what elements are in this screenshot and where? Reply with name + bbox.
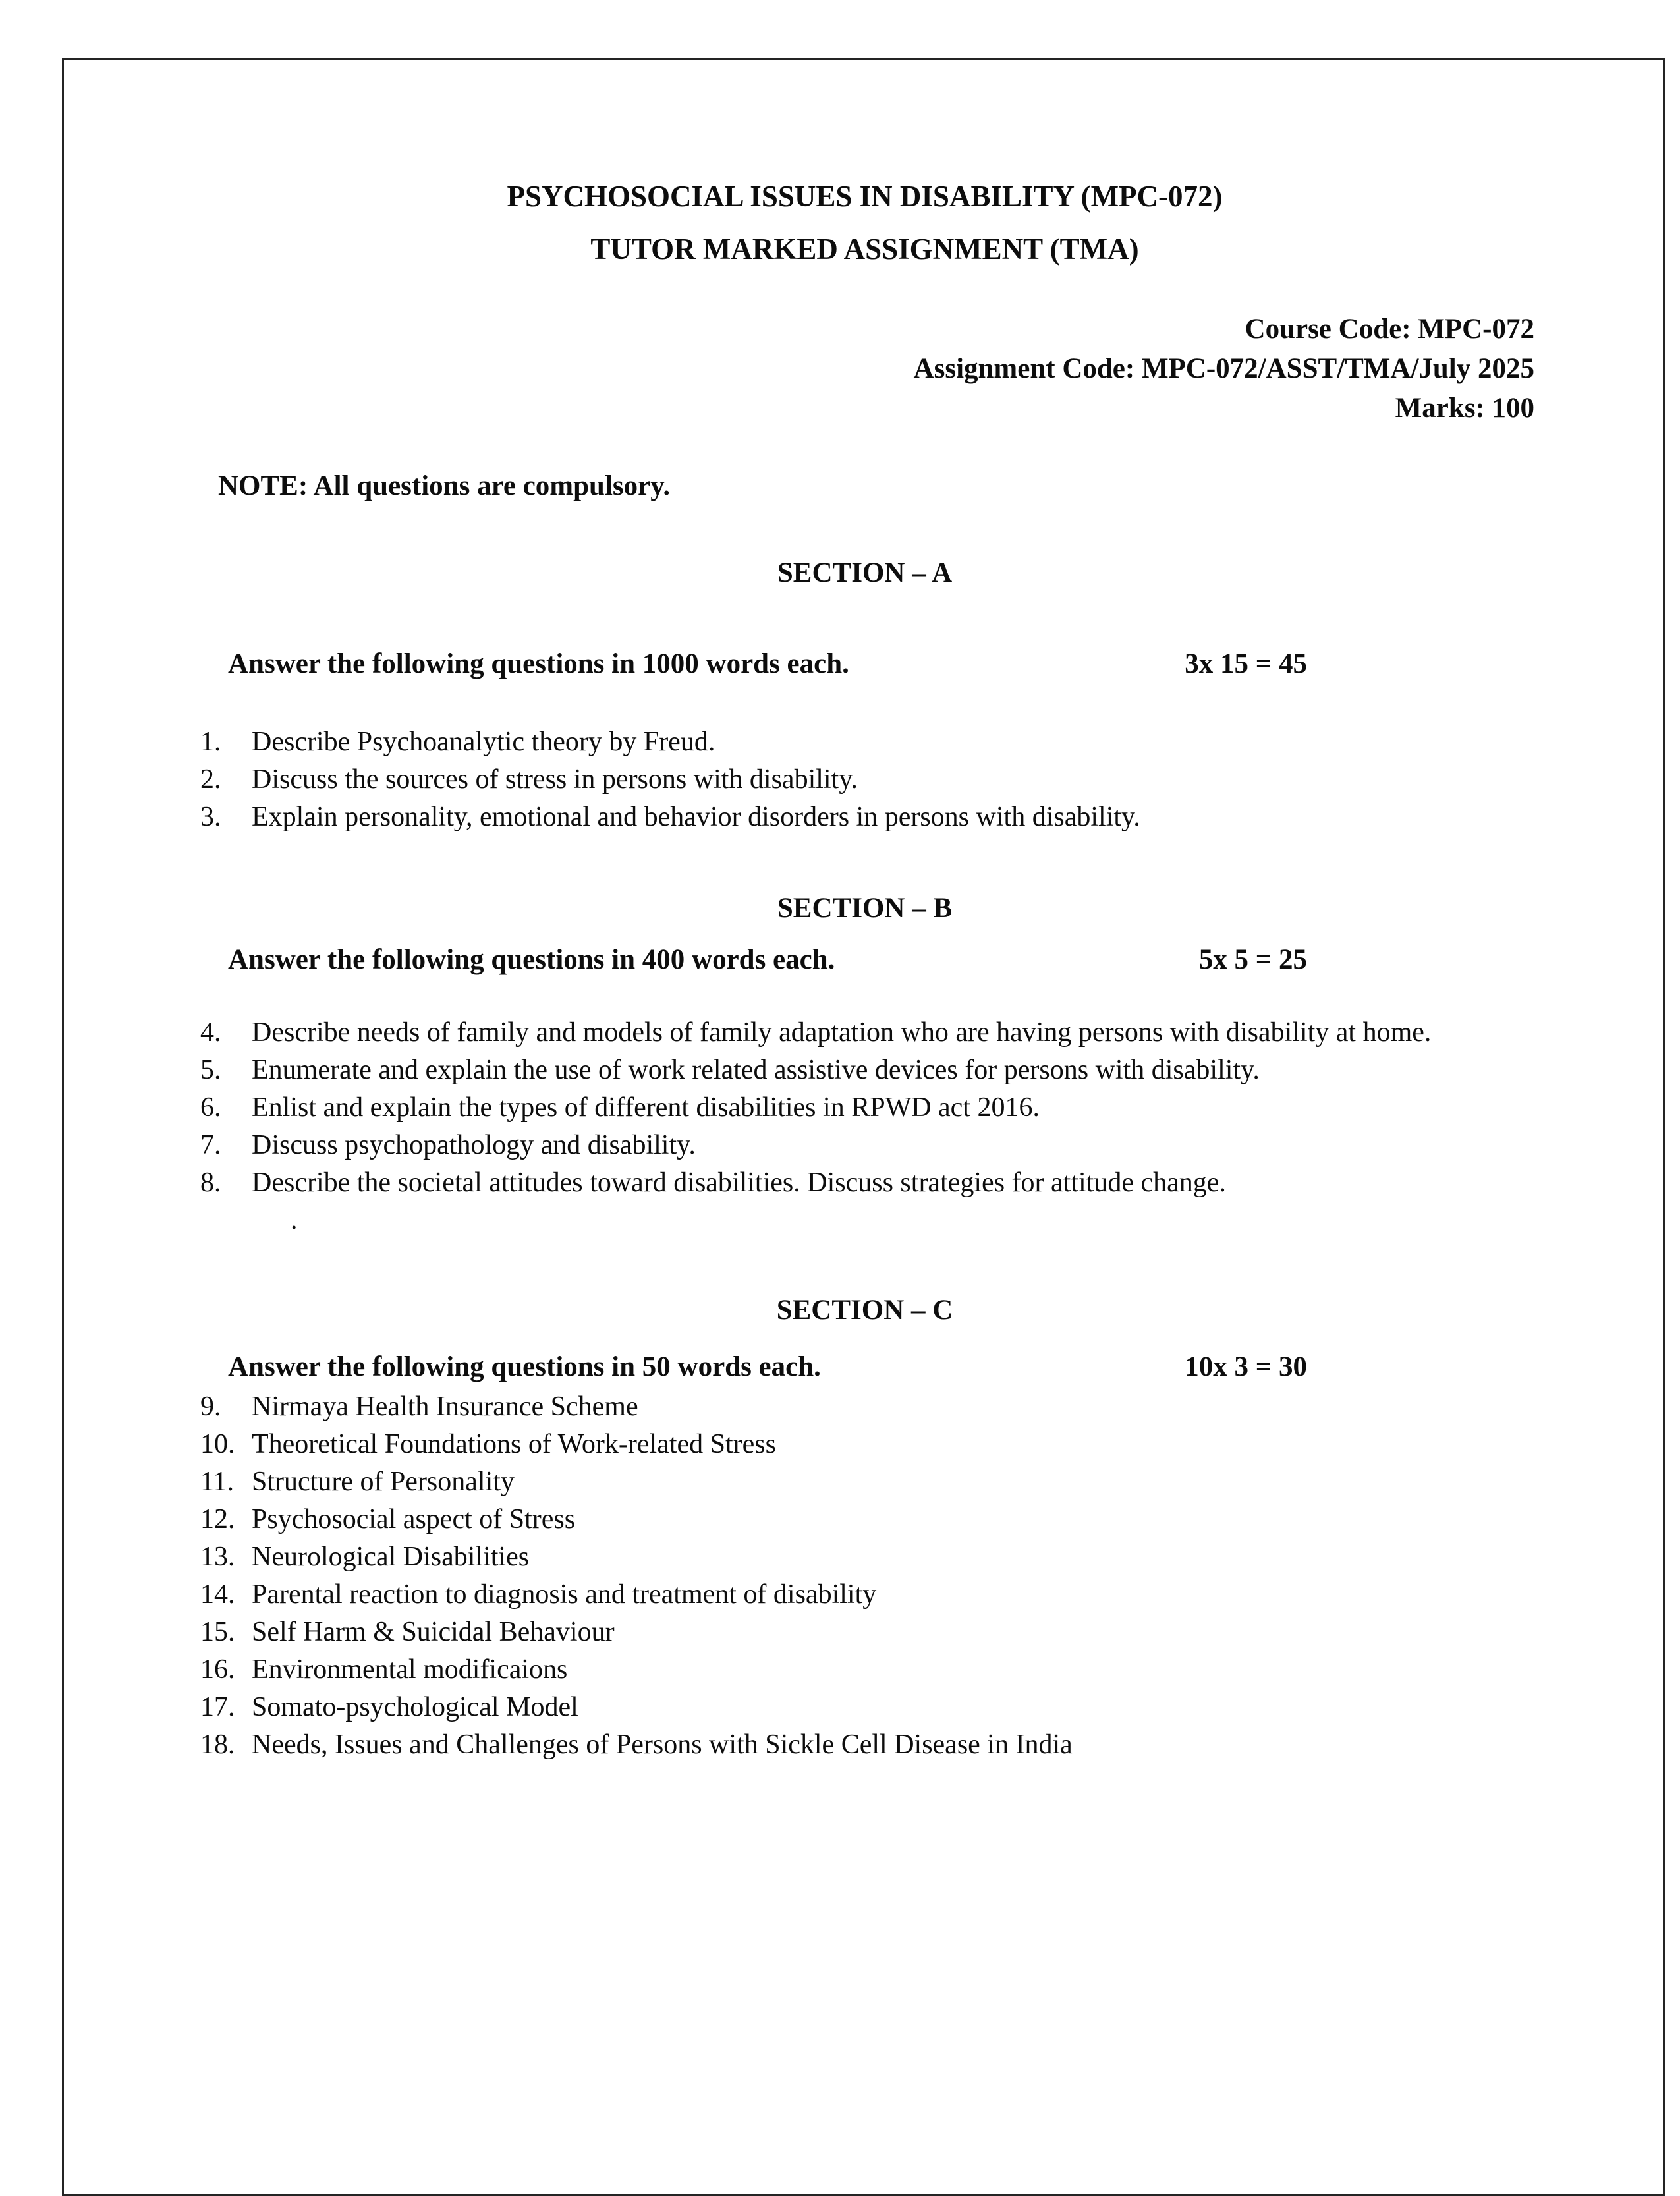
question-number: 8. — [200, 1168, 221, 1198]
section-a-instruction: Answer the following questions in 1000 words each. — [228, 648, 849, 679]
section-b-question-list — [200, 1014, 1666, 1202]
document-page — [63, 58, 1666, 1764]
section-c-heading: SECTION – C — [776, 1295, 953, 1326]
section-a-marks-formula: 3x 15 = 45 — [1185, 648, 1307, 679]
question-text: Discuss the sources of stress in persons with disability. — [252, 764, 858, 795]
question-item — [200, 1052, 1567, 1089]
section-c-instruction-row — [228, 1347, 1666, 1387]
question-item — [200, 1089, 1567, 1127]
question-number: 18. — [200, 1730, 235, 1760]
question-item — [200, 1463, 1567, 1501]
course-code: Course Code: MPC-072 — [1245, 314, 1534, 345]
section-b-marks-formula: 5x 5 = 25 — [1198, 944, 1307, 975]
page-title: PSYCHOSOCIAL ISSUES IN DISABILITY (MPC-072) — [507, 180, 1223, 213]
question-text: Environmental modificaions — [252, 1654, 568, 1685]
question-item — [200, 1651, 1567, 1689]
note-line: NOTE: All questions are compulsory. — [218, 470, 671, 501]
section-c-marks-formula: 10x 3 = 30 — [1185, 1351, 1307, 1382]
assignment-code: Assignment Code: MPC-072/ASST/TMA/July 2025 — [913, 353, 1534, 384]
stray-period: . — [291, 1205, 298, 1235]
question-text: Psychosocial aspect of Stress — [252, 1504, 576, 1534]
question-number: 16. — [200, 1654, 235, 1685]
question-number: 13. — [200, 1542, 235, 1572]
section-a-instruction-row — [228, 644, 1666, 684]
question-number: 12. — [200, 1504, 235, 1534]
question-item — [200, 1726, 1567, 1764]
question-text: Self Harm & Suicidal Behaviour — [252, 1617, 615, 1647]
question-item — [200, 1538, 1567, 1576]
question-number: 15. — [200, 1617, 235, 1647]
marks-total: Marks: 100 — [1395, 393, 1534, 424]
section-a-heading: SECTION – A — [777, 557, 953, 588]
question-text: Parental reaction to diagnosis and treatment of disability — [252, 1579, 877, 1610]
question-item — [200, 1576, 1567, 1614]
question-number: 1. — [200, 727, 221, 757]
question-number: 7. — [200, 1130, 221, 1160]
question-text: Nirmaya Health Insurance Scheme — [252, 1392, 638, 1422]
question-number: 4. — [200, 1017, 221, 1048]
question-text: Enlist and explain the types of different disabilities in RPWD act 2016. — [252, 1092, 1040, 1123]
question-text: Neurological Disabilities — [252, 1542, 530, 1572]
question-text: Discuss psychopathology and disability. — [252, 1130, 696, 1160]
question-item — [200, 723, 1567, 761]
question-number: 9. — [200, 1392, 221, 1422]
question-item — [200, 1614, 1567, 1651]
question-number: 5. — [200, 1055, 221, 1085]
question-item — [200, 1501, 1567, 1538]
section-b-instruction-row — [228, 940, 1666, 980]
question-number: 3. — [200, 802, 221, 832]
question-number: 10. — [200, 1429, 235, 1459]
question-number: 11. — [200, 1467, 234, 1497]
question-item — [200, 761, 1567, 799]
section-b-heading: SECTION – B — [777, 893, 953, 924]
code-block — [63, 310, 1666, 428]
section-a-question-list — [200, 723, 1666, 836]
question-text: Describe Psychoanalytic theory by Freud. — [252, 727, 715, 757]
question-text: Somato-psychological Model — [252, 1692, 578, 1722]
question-item — [200, 1426, 1567, 1463]
question-item — [200, 1388, 1567, 1426]
question-number: 14. — [200, 1579, 235, 1610]
question-item — [200, 1164, 1567, 1202]
question-text: Structure of Personality — [252, 1467, 515, 1497]
question-text: Explain personality, emotional and behavior disorders in persons with disability. — [252, 802, 1140, 832]
question-text: Describe needs of family and models of family adaptation who are having persons with disability at home. — [252, 1017, 1432, 1048]
question-number: 6. — [200, 1092, 221, 1123]
question-number: 2. — [200, 764, 221, 795]
question-item — [200, 799, 1567, 836]
section-c-question-list — [200, 1388, 1666, 1764]
page-subtitle: TUTOR MARKED ASSIGNMENT (TMA) — [590, 233, 1139, 266]
question-text: Enumerate and explain the use of work related assistive devices for persons with disability. — [252, 1055, 1260, 1085]
section-c-instruction: Answer the following questions in 50 words each. — [228, 1351, 821, 1382]
question-item — [200, 1127, 1567, 1164]
section-b-instruction: Answer the following questions in 400 words each. — [228, 944, 835, 975]
question-item — [200, 1014, 1567, 1052]
question-number: 17. — [200, 1692, 235, 1722]
question-text: Theoretical Foundations of Work-related Stress — [252, 1429, 776, 1459]
question-text: Describe the societal attitudes toward disabilities. Discuss strategies for attitude change. — [252, 1168, 1226, 1198]
question-item — [200, 1689, 1567, 1726]
question-text: Needs, Issues and Challenges of Persons with Sickle Cell Disease in India — [252, 1730, 1073, 1760]
